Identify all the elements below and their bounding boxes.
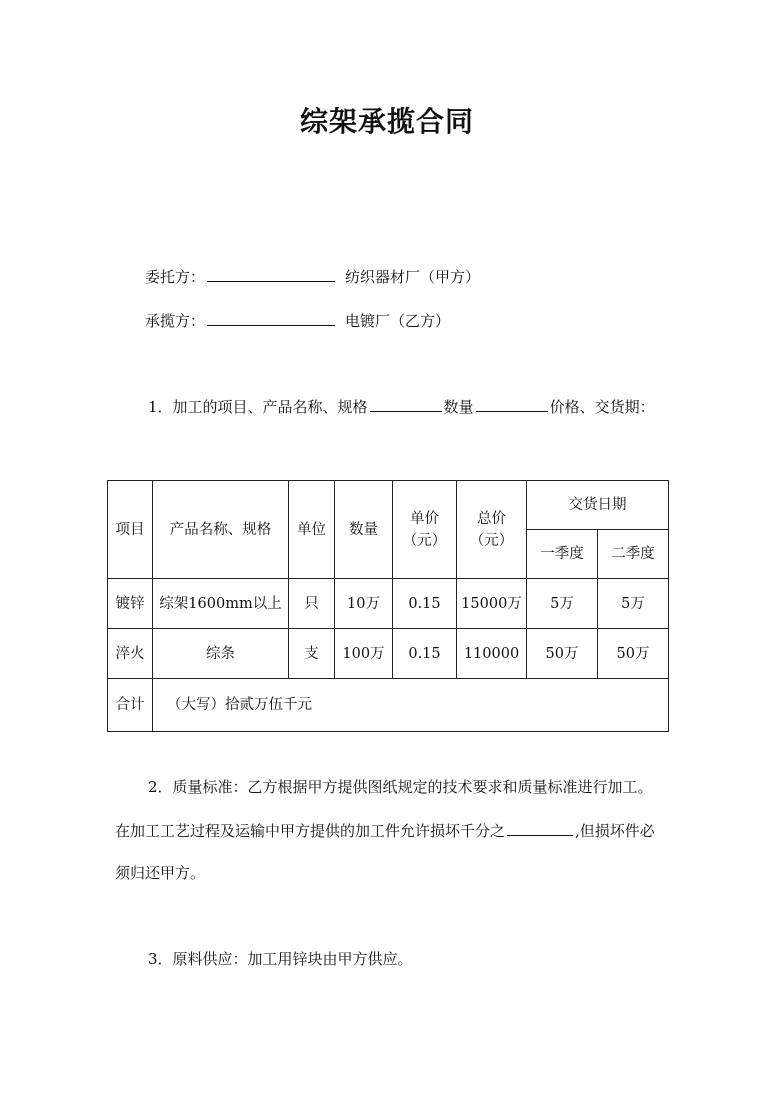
clause-3 bbox=[148, 948, 413, 969]
spec-blank bbox=[370, 410, 442, 412]
contractor-line bbox=[145, 310, 450, 331]
cell-total: 15000万 bbox=[457, 579, 527, 629]
clause-1 bbox=[148, 396, 655, 417]
cell-q2: 50万 bbox=[598, 629, 669, 679]
cell-unit: 支 bbox=[289, 629, 335, 679]
qty-blank bbox=[476, 410, 548, 412]
total-row bbox=[108, 679, 669, 732]
header-total-label: 总价 bbox=[477, 510, 506, 527]
header-total-sub: （元） bbox=[469, 532, 514, 549]
clause-1-qty: 数量 bbox=[443, 398, 474, 416]
cell-product: 综架1600mm以上 bbox=[153, 579, 289, 629]
header-quantity: 数量 bbox=[335, 481, 393, 579]
cell-unit: 只 bbox=[289, 579, 335, 629]
clause-2-text-2a: 在加工工艺过程及运输中甲方提供的加工件允许损坏千分之 bbox=[115, 822, 506, 840]
client-label: 委托方： bbox=[145, 268, 206, 286]
clause-3-text: 3．原料供应：加工用锌块由甲方供应。 bbox=[148, 950, 413, 968]
client-name: 纺织器材厂（甲方） bbox=[345, 268, 481, 286]
table-row bbox=[108, 579, 669, 629]
cell-total: 110000 bbox=[457, 629, 527, 679]
contractor-label: 承揽方： bbox=[145, 312, 206, 330]
cell-unit-price: 0.15 bbox=[393, 629, 457, 679]
total-label: 合计 bbox=[108, 679, 153, 732]
cell-q1: 5万 bbox=[527, 579, 598, 629]
clause-2-line-2 bbox=[115, 820, 655, 841]
permille-blank bbox=[507, 834, 573, 836]
header-q2: 二季度 bbox=[598, 530, 669, 579]
contractor-name: 电镀厂（乙方） bbox=[345, 312, 451, 330]
header-unit-price bbox=[393, 481, 457, 579]
clause-1-suffix: 价格、交货期： bbox=[549, 398, 655, 416]
total-value: （大写）拾贰万伍千元 bbox=[153, 679, 669, 732]
header-unit-price-label: 单价 bbox=[410, 510, 439, 527]
header-item: 项目 bbox=[108, 481, 153, 579]
cell-unit-price: 0.15 bbox=[393, 579, 457, 629]
cell-product: 综条 bbox=[153, 629, 289, 679]
cell-item: 淬火 bbox=[108, 629, 153, 679]
cell-item: 镀锌 bbox=[108, 579, 153, 629]
clause-2-text-2b: ,但损坏件必 bbox=[575, 822, 655, 840]
header-product: 产品名称、规格 bbox=[153, 481, 289, 579]
header-q1: 一季度 bbox=[527, 530, 598, 579]
contractor-blank bbox=[207, 324, 335, 326]
table-row bbox=[108, 629, 669, 679]
client-line bbox=[145, 266, 480, 287]
header-unit: 单位 bbox=[289, 481, 335, 579]
cell-quantity: 100万 bbox=[335, 629, 393, 679]
clause-1-prefix: 1．加工的项目、产品名称、规格 bbox=[148, 398, 368, 416]
clause-2-line-3 bbox=[115, 862, 205, 883]
header-unit-price-sub: （元） bbox=[402, 532, 447, 549]
document-title: 综架承揽合同 bbox=[299, 105, 474, 138]
cell-q2: 5万 bbox=[598, 579, 669, 629]
header-delivery: 交货日期 bbox=[527, 481, 669, 530]
cell-quantity: 10万 bbox=[335, 579, 393, 629]
clause-2-text-1: 2．质量标准：乙方根据甲方提供图纸规定的技术要求和质量标准进行加工。 bbox=[148, 778, 653, 796]
header-total bbox=[457, 481, 527, 579]
clause-2-line-1 bbox=[148, 776, 653, 797]
header-row bbox=[108, 481, 669, 530]
client-blank bbox=[207, 280, 335, 282]
cell-q1: 50万 bbox=[527, 629, 598, 679]
processing-table bbox=[107, 480, 669, 732]
clause-2-text-3: 须归还甲方。 bbox=[115, 864, 206, 882]
